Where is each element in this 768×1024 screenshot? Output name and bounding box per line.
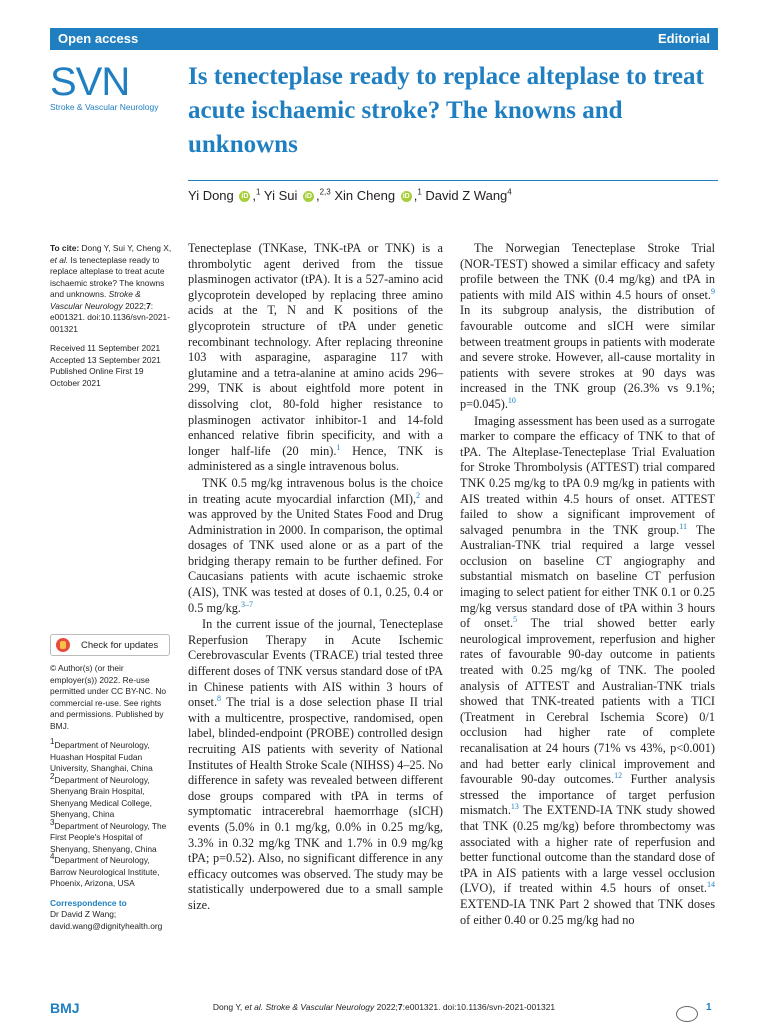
- citation-block: [50, 243, 172, 335]
- paragraph-text: Hence, TNK is administered as a single intravenous bolus.: [188, 443, 443, 474]
- author-list: Yi Dong iD ,$^1$ Yi Sui iD ,$^{2,3}$ Xin Cheng iD ,$^1$ David Z Wang$^4$: [188, 187, 512, 203]
- check-for-updates-button[interactable]: [50, 634, 170, 656]
- body-paragraph: [188, 476, 443, 616]
- author-name[interactable]: Xin Cheng: [334, 188, 396, 203]
- title-divider: [188, 180, 718, 181]
- affiliation: [50, 817, 172, 856]
- check-updates-label: Check for updates: [81, 640, 159, 651]
- correspondence-block: [50, 898, 172, 933]
- cite-text: Dong Y, Sui Y, Cheng X,: [81, 243, 172, 253]
- orcid-icon[interactable]: iD: [402, 193, 410, 201]
- paragraph-text: In the current issue of the journal, Tenecteplase Reperfusion Therapy in Acute Ischemic Cerebrovascular Events (TRACE) trial tested three different doses of TNK versus standard dose of tPA in Chinese patients with AIS within 3 hours of onset.: [188, 617, 443, 710]
- paragraph-text: Further analysis stressed the importance of target perfusion mismatch.: [460, 772, 716, 818]
- footer-doi: :e001321. doi:10.1136/svn-2021-001321: [402, 1002, 556, 1012]
- cite-journal: Stroke & Vascular Neurology: [50, 289, 141, 311]
- received-date: Received 11 September 2021: [50, 343, 161, 353]
- paragraph-text: In its subgroup analysis, the distribution of favourable outcome and sICH were similar between treatment groups in patients with moderate and severe stroke. However, all-cause mortality in patients with severe strokes at 90 days was increased in the TNK group (26.3% vs 9.1%; p=0.045).: [460, 303, 715, 411]
- cite-label: To cite:: [50, 243, 80, 253]
- paragraph-text: The Australian-TNK trial required a large vessel occlusion on baseline CT angiography and substantial mismatch on baseline CT perfusion imaging to select patient for either TNK 0.1 or 0.25 mg/kg versus standard dose of tPA within 3 hours of onset.: [460, 522, 715, 631]
- body-column-1: [188, 241, 443, 915]
- bmj-logo: BMJ: [50, 1000, 80, 1016]
- paragraph-text: The trial showed better early neurological improvement, reperfusion and higher rates of favourable 90-day outcome in patients treated with 0.25 mg/kg of TNK. The pooled analysis of ATTEST and Australian-TNK trials showed that TNK-treated patients with a TICI (Treatment in Cerebral Ischemia Score) 0/1 occlusion had higher rate of complete recanalisation at 24 hours (71% vs 43%, p<0.001) and had better early clinical improvement and favourable 90-day outcomes.: [460, 616, 715, 787]
- reference-link[interactable]: 11: [679, 521, 687, 531]
- correspondence-email[interactable]: david.wang@dignityhealth.org: [50, 920, 163, 931]
- paragraph-text: EXTEND-IA TNK Part 2 showed that TNK doses of either 0.40 or 0.25 mg/kg had no: [460, 896, 715, 927]
- reference-link[interactable]: 10: [507, 395, 516, 405]
- affil-sup: 4: [50, 852, 55, 862]
- reference-link[interactable]: 8: [217, 694, 222, 704]
- article-sidebar: [50, 243, 172, 397]
- article-type-label: Editorial: [657, 31, 710, 46]
- reference-link[interactable]: 14: [707, 880, 715, 890]
- cite-year: 2022;: [125, 300, 147, 311]
- paragraph-text: The Norwegian Tenecteplase Stroke Trial (NOR-TEST) showed a similar efficacy and safety profile between the TNK (0.4 mg/kg) and tPA in patients with mild AIS within 4.5 hours of onset.: [460, 241, 715, 302]
- accepted-date: Accepted 13 September 2021: [50, 354, 161, 365]
- orcid-icon[interactable]: iD: [304, 193, 312, 201]
- author-affil-sup: 2,3: [319, 187, 331, 197]
- body-paragraph: [460, 241, 715, 413]
- reference-link[interactable]: 9: [711, 286, 715, 296]
- crossmark-icon: [56, 638, 70, 652]
- paragraph-text: The EXTEND-IA TNK study showed that TNK (0.25 mg/kg) before thrombectomy was associated with a higher rate of reperfusion and better functional outcome than the standard dose of tPA in AIS patients with a large vessel occlusion (LVO), if treated within 4.5 hours of onset.: [460, 803, 715, 896]
- correspondence-name: Dr David Z Wang;: [50, 909, 117, 919]
- paragraph-text: TNK 0.5 mg/kg intravenous bolus is the choice in treating acute myocardial infarction (MI),: [188, 475, 443, 506]
- paragraph-text: Imaging assessment has been used as a surrogate marker to compare the efficacy of TNK to that of tPA. The Alteplase-Tenecteplase Trial Evaluation for Stroke Thrombolysis (ATTEST) trial compared TNK 0.25 mg/kg to tPA 0.9 mg/kg in patients with AIS treated within 4.5 hours of onset. ATTEST failed to show a significant improvement of salvaged penumbra in the TNK group.: [460, 413, 715, 537]
- author-name[interactable]: Yi Sui: [263, 188, 298, 203]
- footer-citation: [0, 1002, 768, 1012]
- accessibility-seal-icon: [676, 1006, 698, 1022]
- footer-authors: Dong Y,: [212, 1002, 243, 1012]
- journal-logo: [50, 62, 175, 112]
- affil-text: Department of Neurology, Huashan Hospital Fudan University, Shanghai, China: [50, 740, 153, 773]
- orcid-icon[interactable]: iD: [241, 193, 249, 201]
- footer-journal: et al. Stroke & Vascular Neurology: [244, 1002, 375, 1012]
- history-block: [50, 343, 172, 389]
- reference-link[interactable]: 5: [513, 615, 518, 625]
- affil-sup: 1: [50, 737, 55, 747]
- published-date: Published Online First 19 October 2021: [50, 366, 144, 388]
- cite-title: Is tenecteplase ready to replace alteplase to treat acute ischaemic stroke? The knowns and unknowns.: [50, 254, 165, 299]
- reference-link[interactable]: 3–7: [240, 599, 253, 609]
- sidebar-lower: [50, 663, 172, 940]
- body-column-2: [460, 241, 715, 929]
- page-number: 1: [706, 1002, 712, 1013]
- logo-mark: SVN: [50, 60, 130, 104]
- cite-volume: 7: [146, 300, 151, 311]
- open-access-label: Open access: [58, 31, 139, 46]
- cite-doi[interactable]: : e001321. doi:10.1136/svn-2021-001321: [50, 300, 170, 334]
- author-name[interactable]: Yi Dong: [188, 188, 234, 203]
- affil-text: Department of Neurology, Barrow Neurological Institute, Phoenix, Arizona, USA: [50, 855, 160, 888]
- author-name[interactable]: David Z Wang: [425, 188, 508, 203]
- affiliation: [50, 771, 172, 821]
- affiliation: [50, 852, 172, 890]
- logo-subtitle: Stroke & Vascular Neurology: [50, 102, 159, 112]
- article-title: Is tenecteplase ready to replace alteplase to treat acute ischaemic stroke? The knowns and unknowns: [188, 63, 704, 158]
- paragraph-text: and was approved by the United States Food and Drug Administration in 2000. In comparison, the optimal dosages of TNK used alone or as a part of the bridging therapy remain to be further defined. For Caucasians patients with acute ischaemic stroke (AIS), TNK was tested at doses of 0.1, 0.25, 0.4 or 0.5 mg/kg.: [188, 491, 443, 615]
- author-affil-sup: 4: [507, 187, 512, 197]
- affil-text: Department of Neurology, Shenyang Brain Hospital, Shenyang Medical College, Shenyang, China: [50, 774, 152, 819]
- copyright-notice: © Author(s) (or their employer(s)) 2022. Re-use permitted under CC BY-NC. No commercial re-use. See rights and permissions. Published by BMJ.: [50, 663, 167, 731]
- correspondence-heading: Correspondence to: [50, 897, 127, 908]
- affil-text: Department of Neurology, The First People's Hospital of Shenyang, Shenyang, China: [50, 820, 167, 854]
- body-paragraph: [460, 414, 715, 929]
- paragraph-text: The trial is a dose selection phase II trial with a multicentre, prospective, randomised, open label, blinded-endpoint (PROBE) controlled design recruiting AIS patients with severity of National Institutes of Health Stroke Scale (NIHSS) 4–25. No difference in safety was revealed between different dose groups compared with tPA in terms of symptomatic intracerebral haemorrhage (sICH) events (5.0% in 0.1 mg/kg, 0.0% in 0.25 mg/kg, 3.3% in 0.32 mg/kg TNK and 1.7% in 0.9 mg/kg tPA; p=0.52). Also, no significant difference in any efficacy outcomes was observed. The study may be statistically underpowered due to a small sample size.: [188, 695, 443, 912]
- cite-etal: et al.: [50, 254, 69, 265]
- reference-link[interactable]: 13: [510, 802, 519, 812]
- body-paragraph: [188, 617, 443, 913]
- affil-sup: 3: [50, 817, 55, 827]
- affiliation: [50, 737, 172, 775]
- header-bar: [50, 28, 718, 50]
- affil-sup: 2: [50, 771, 55, 781]
- author-affil-sup: 1: [417, 187, 422, 197]
- paragraph-text: Tenecteplase (TNKase, TNK-tPA or TNK) is a thrombolytic agent derived from the tissue plasminogen activator (tPA). It is a 527-amino acid glycoprotein developed by replacing three amino acids at the T, N and K positions of the glycoprotein structure of tPA under genetic recombinant technology. After replacing threonine 103 with asparagine, asparagine 117 with glutamine and a tetra-alanine at amino acids 296–299, TNK is about eightfold more potent in dissolving clot, 80-fold higher resistance to plasminogen activator inhibitor-1 and 14-fold enhanced relative fibrin specificity, and with a longer half-life (20 min).: [188, 241, 443, 458]
- reference-link[interactable]: 2: [416, 490, 421, 500]
- body-paragraph: [188, 241, 443, 475]
- footer-year: 2022;: [374, 1002, 398, 1012]
- reference-link[interactable]: 12: [614, 771, 623, 781]
- footer-volume: 7: [397, 1002, 403, 1012]
- reference-link[interactable]: 1: [336, 442, 341, 452]
- author-affil-sup: 1: [256, 187, 261, 197]
